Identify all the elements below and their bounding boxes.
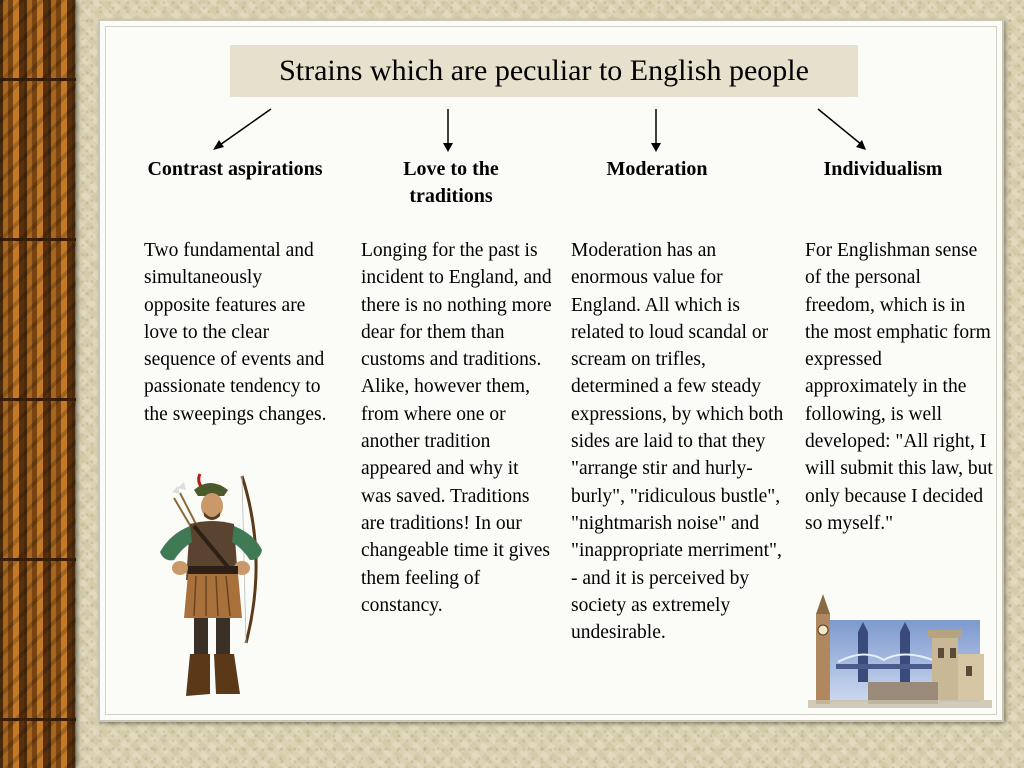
london-landmarks-illustration (808, 592, 992, 712)
heading-moderation: Moderation (606, 158, 708, 180)
arrow-2 (438, 105, 458, 155)
arrow-3 (646, 105, 666, 155)
text-individualism: For Englishman sense of the personal freedom, which is in the most emphatic form expressed approximately in the following, is well developed: "All right, I will submit this law, but only because I decided so myself." (805, 240, 993, 534)
text-love-to-traditions: Longing for the past is incident to England, and there is no nothing more dear for them than customs and traditions. Alike, however them, from where one or another tradition appeared and why it was saved. Traditions are traditions! In our changeable time it gives them feeling of constancy. (361, 240, 552, 616)
heading-love-to-traditions: Love to the traditions (403, 158, 499, 207)
text-moderation: Moderation has an enormous value for England. All which is related to loud scandal or scream on trifles, determined a few steady expressions, by which both sides are laid to that they "arrange stir and hurly-burly", "ridiculous bustle", "nightmarish noise" and "inappropriate merriment", - and it is perceived by society as extremely undesirable. (571, 240, 784, 644)
arrow-1 (205, 105, 280, 155)
text-contrast-aspirations: Two fundamental and simultaneously opposite features are love to the clear sequence of events and passionate tendency to the sweepings changes. (144, 240, 327, 425)
arrow-4 (812, 105, 872, 155)
heading-individualism: Individualism (823, 158, 943, 180)
heading-contrast-aspirations: Contrast aspirations (147, 158, 323, 180)
slide-title: Strains which are peculiar to English people (230, 45, 858, 97)
archer-illustration (150, 468, 275, 703)
decorative-wood-band (0, 0, 76, 768)
